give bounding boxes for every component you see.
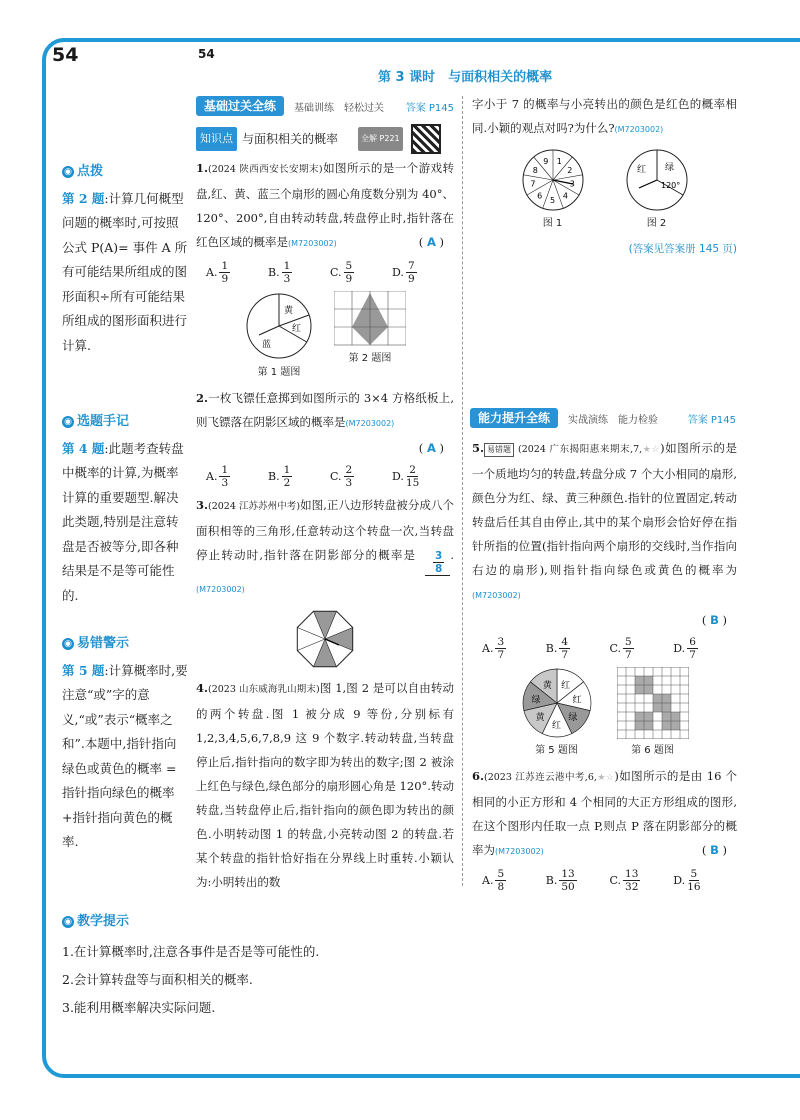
ability-sub1: 实战演练 (568, 414, 609, 426)
lesson-title: 第 3 课时 与面积相关的概率 (378, 70, 553, 85)
q6-answer: B (710, 843, 719, 857)
q5-option: B. $\frac{4}{7}$ (545, 636, 569, 661)
q1-figure-caption: 第 1 题图 (257, 367, 301, 378)
basic-title: 基础过关全练 (196, 96, 284, 116)
column-divider (462, 96, 463, 886)
q2-option: B. $\frac{1}{2}$ (268, 464, 291, 489)
notes-lead: 第 4 题 (62, 440, 105, 456)
warn-text: :计算概率时,要注意“或”字的意义,“或”表示“概率之和”.本题中,指针指向绿色或黄色的概率 = 指针指向绿色的概率+指针指向黄色的概率. (62, 662, 188, 849)
q5-figure-caption: 第 5 题图 (535, 745, 578, 756)
q1-option: B. $\frac{1}{3}$ (268, 260, 291, 285)
basic-header (196, 96, 454, 116)
q4-sector-number: 1 (556, 157, 562, 167)
question-6: 6.(2023 江苏连云港中考,6,★☆)如图所示的是由 16 个相同的小正方形和 4 个相同的大正方形组成的图形,在这个图形内任取一点 P,则点 P 落在阴影部分的概率为(M7203002) ( B ) (472, 769, 737, 857)
question-5: 5. 易错题 (2024 广东揭阳惠来期末,7,★☆)如图所示的是一个质地均匀的转盘,转盘分成 7 个大小相同的扇形,颜色分为红、绿、黄三种颜色.指针的位置固定,转动转盘后任其自由停止,其中的某个扇形会恰好停在指针所指的位置(指针指向两个扇形的交线时,当作指向右边的扇形),则指针指向绿色或黄色的概率为(M7203002) ( B ) (472, 441, 738, 627)
q1-option: A. $\frac{1}{9}$ (206, 260, 229, 285)
notes-icon: ◉ (62, 416, 74, 428)
tip-title: 点拨 (77, 164, 104, 179)
basic-sub1: 基础训练 (294, 102, 335, 114)
q2-option: A. $\frac{1}{3}$ (206, 464, 229, 489)
q2-figure (334, 291, 406, 380)
q2-answer: A (426, 441, 436, 455)
basic-sub2: 轻松过关 (344, 102, 385, 114)
left-column (196, 124, 454, 894)
question-4-continued: 字小于 7 的概率与小亮转出的颜色是红色的概率相同.小颖的观点对吗?为什么?(M7203002) (472, 97, 737, 135)
q5-answer: B (710, 613, 719, 627)
q4-sector-number: 5 (549, 196, 555, 205)
warn-lead: 第 5 题 (62, 662, 105, 678)
q4-figures (472, 148, 737, 231)
page-number-small: 54 (198, 47, 215, 61)
knowledge-title: 与面积相关的概率 (242, 132, 339, 146)
q5-sector-label: 绿 (531, 695, 541, 706)
teaching-item: 3.能利用概率解决实际问题. (62, 1000, 216, 1015)
q4-sector-number: 2 (566, 166, 572, 175)
q1-options (206, 260, 454, 285)
q1-q2-figures (196, 291, 454, 380)
q5-option: C. $\frac{5}{7}$ (609, 636, 632, 661)
q4-spinner-2 (625, 148, 689, 212)
q1-option: C. $\frac{5}{9}$ (330, 260, 353, 285)
sidebar-tip (62, 160, 188, 358)
q4-figure-2 (625, 148, 689, 231)
q4-sector-number: 9 (542, 157, 548, 167)
q4-label-red: 红 (636, 165, 646, 175)
question-4: 4.(2023 山东威海乳山期末)图 1,图 2 是可以自由转动的两个转盘.图 1 被分成 9 等份,分别标有 1,2,3,4,5,6,7,8,9 这 9 个数字.转动转盘,当转盘停止后,指针指向的数字即为转出的数字;图 2 被涂上红色与绿色,绿色部分的扇形圆心角是 120°.转动转盘,当转盘停止后,指针指向的颜色即为转出的颜色.小明转动图 1 的转盘,小亮转动图 2 的转盘.若某个转盘的指针恰好指在分界线上时重转.小颖认为:小明转出的数 (196, 681, 454, 889)
q4-sector-number: 6 (536, 191, 542, 201)
q5-q6-figures (472, 667, 737, 758)
q6-figure (617, 667, 689, 758)
q3-answer: $\frac{3}{8}$ (435, 550, 443, 575)
q4-figure-2-caption: 图 2 (646, 218, 667, 229)
q5-sector-label: 绿 (567, 713, 577, 724)
teaching-title: 教学提示 (77, 914, 130, 929)
q6-options (482, 868, 737, 893)
q5-spinner (521, 667, 593, 739)
basic-answer-page: 答案 P145 (405, 102, 454, 114)
q4-answer-note: (答案见答案册 145 页) (628, 243, 737, 255)
tip-lead: 第 2 题 (62, 190, 105, 206)
tip-icon: ◉ (62, 166, 74, 178)
q5-options (482, 636, 737, 661)
knowledge-ref: 全解 P221 (358, 127, 403, 151)
q6-option: B. $\frac{13}{50}$ (545, 868, 575, 893)
qr-code-icon (411, 124, 441, 154)
q2-figure-caption: 第 2 题图 (348, 353, 392, 364)
difficulty-star-icon: ★☆ (642, 445, 661, 455)
sidebar-warning (62, 632, 188, 855)
notes-text: :此题考查转盘中概率的计算,为概率计算的重要题型.解决此类题,特别是注意转盘是否被等分,即各种结果是不是等可能性的. (62, 440, 184, 603)
q5-sector-label: 红 (551, 721, 561, 731)
q6-option: A. $\frac{5}{8}$ (482, 868, 505, 893)
q5-sector-label: 黄 (535, 713, 545, 724)
q4-sector-number: 4 (562, 191, 568, 201)
q5-figure (521, 667, 593, 758)
q3-figure (196, 608, 454, 670)
q4-figure-1 (521, 148, 585, 231)
q1-label-blue: 蓝 (262, 340, 272, 350)
q4-figure-1-caption: 图 1 (542, 218, 563, 229)
q2-option: C. $\frac{2}{3}$ (330, 464, 353, 489)
q5-sector-label: 红 (572, 695, 582, 706)
q1-label-red: 红 (292, 324, 302, 334)
q4-sector-number: 3 (569, 179, 575, 189)
q5-option: A. $\frac{3}{7}$ (482, 636, 505, 661)
difficulty-star-icon-2: ★☆ (596, 773, 615, 783)
q5-sector-label: 红 (560, 681, 570, 692)
q3-octagon (294, 608, 356, 670)
question-1: 1.(2024 陕西西安长安期末)如图所示的是一个游戏转盘,红、黄、蓝三个扇形的圆心角度数分别为 40°、120°、200°,自由转动转盘,转盘停止时,指针落在红色区域的概率是(M7203002) ( A ) (196, 161, 455, 249)
sidebar-notes (62, 410, 188, 608)
q4-sector-number: 8 (532, 166, 538, 175)
q1-figure (244, 291, 314, 380)
teaching-item: 1.在计算概率时,注意各事件是否是等可能性的. (62, 944, 320, 959)
q4-spinner-1 (521, 148, 585, 212)
question-3: 3.(2024 江苏苏州中考)如图,正八边形转盘被分成八个面积相等的三角形,任意转动这个转盘一次,当转盘停止转动时,指针落在阴影部分的概率是 $\frac{3}{8}$ .(M7203002) (196, 498, 454, 594)
q5-tag: 易错题 (484, 443, 514, 457)
notes-title: 选题手记 (77, 414, 130, 429)
q6-option: D. $\frac{5}{16}$ (673, 868, 701, 893)
question-2: 2.一枚飞镖任意掷到如图所示的 3×4 方格纸板上,则飞镖落在阴影区域的概率是(M7203002) ( A ) (196, 391, 454, 455)
knowledge-point (196, 124, 454, 154)
q6-figure-caption: 第 6 题图 (631, 745, 674, 756)
q5-option: D. $\frac{6}{7}$ (673, 636, 696, 661)
q4-sector-number: 7 (529, 179, 535, 189)
ability-title: 能力提升全练 (470, 408, 558, 428)
q1-answer: A (426, 235, 436, 249)
q1-option: D. $\frac{7}{9}$ (392, 260, 415, 285)
teach-icon: ◉ (62, 916, 74, 928)
q2-options (206, 464, 454, 489)
q4-label-angle: 120° (660, 181, 680, 190)
teaching-item: 2.会计算转盘等与面积相关的概率. (62, 972, 253, 987)
warn-icon: ◉ (62, 638, 74, 650)
warn-title: 易错警示 (77, 636, 130, 651)
ability-header (470, 408, 736, 428)
tip-text: :计算几何概型问题的概率时,可按照公式 P(A)= 事件 A 所有可能结果所组成的图形面积÷所有可能结果所组成的图形面积进行计算. (62, 190, 188, 353)
q6-option: C. $\frac{13}{32}$ (609, 868, 639, 893)
teaching-tips (62, 908, 762, 1022)
q1-label-yellow: 黄 (284, 306, 294, 316)
q5-sector-label: 黄 (542, 681, 552, 692)
right-column-ability (472, 436, 737, 897)
knowledge-tag: 知识点 (196, 127, 237, 151)
ability-answer-page: 答案 P145 (687, 414, 736, 426)
q2-grid (334, 291, 406, 347)
ability-sub2: 能力检验 (618, 414, 659, 426)
right-column (472, 92, 737, 261)
q1-spinner (244, 291, 314, 361)
q6-grid (617, 667, 689, 739)
q4-label-green: 绿 (664, 163, 674, 173)
q2-option: D. $\frac{2}{15}$ (392, 464, 420, 489)
page-number: 54 (52, 44, 79, 66)
